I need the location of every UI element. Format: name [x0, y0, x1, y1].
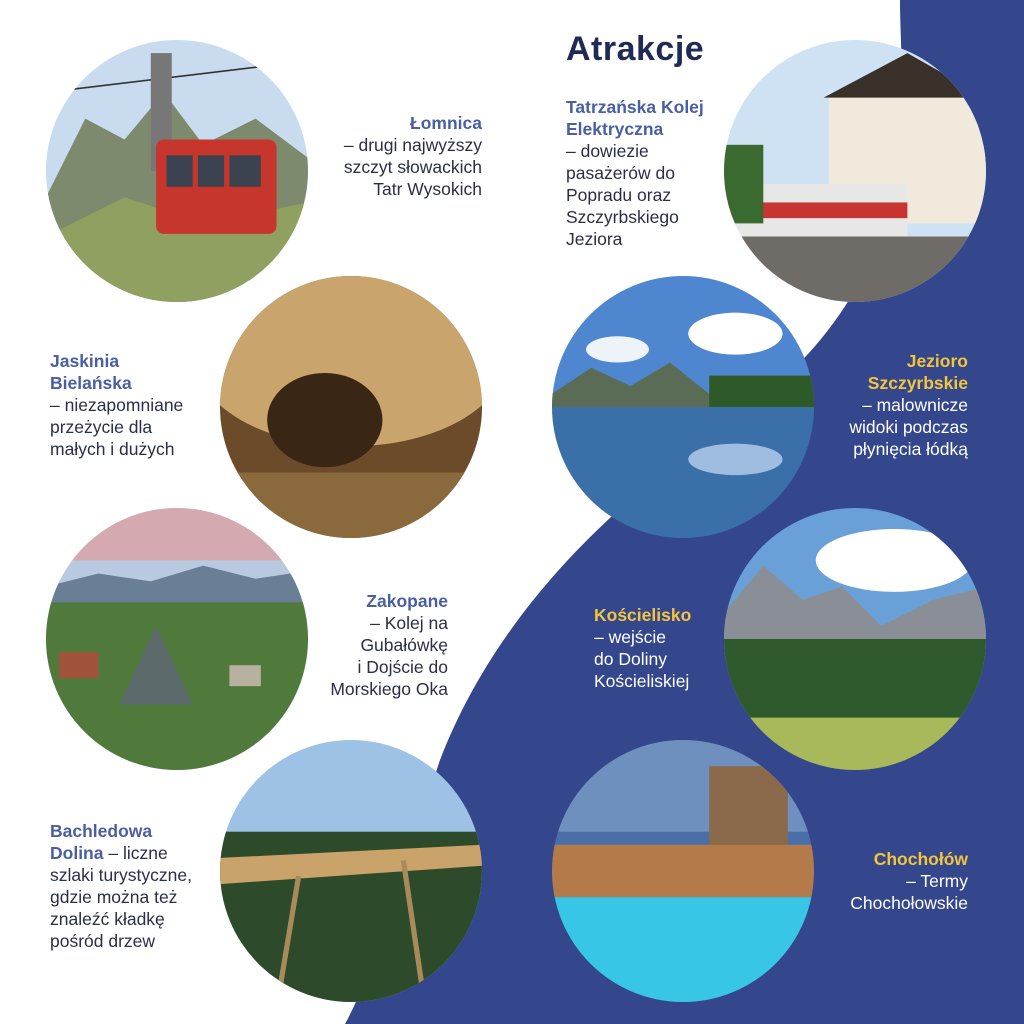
treetop-walk-photo: [220, 740, 482, 1002]
valley-photo: [724, 508, 986, 770]
attraction-name: Chochołów: [873, 849, 968, 869]
cave-photo: [220, 276, 482, 538]
lake-photo: [552, 276, 814, 538]
attraction-name: Kościelisko: [594, 605, 692, 625]
valley-text: Kościelisko – wejście do Doliny Kościeliskiej: [594, 604, 734, 692]
attraction-name: Bachledowa: [50, 821, 153, 841]
attraction-name: Łomnica: [410, 113, 482, 133]
zakopane-text: Zakopane – Kolej na Gubałówkę i Dojście do Morskiego Oka: [300, 590, 448, 700]
attraction-name: Jaskinia: [50, 351, 120, 371]
page-title: Atrakcje: [566, 30, 705, 68]
train-text: Tatrzańska Kolej Elektryczna – dowiezie pasażerów do Popradu oraz Szczyrbskiego Jeziora: [566, 96, 726, 250]
attraction-name: Jezioro: [906, 351, 968, 371]
thermal-pool-photo: [552, 740, 814, 1002]
chocholow-text: Chochołów – Termy Chochołowskie: [810, 848, 968, 914]
bachledowa-text: Bachledowa Dolina – liczne szlaki turystyczne, gdzie można też znaleźć kładkę pośród drzew: [50, 820, 222, 952]
lomnica-photo: [46, 40, 308, 302]
lomnica-text: Łomnica – drugi najwyższy szczyt słowackich Tatr Wysokich: [290, 112, 482, 200]
attraction-name: Zakopane: [366, 591, 448, 611]
lake-text: Jezioro Szczyrbskie – malownicze widoki podczas płynięcia łódką: [810, 350, 968, 460]
zakopane-photo: [46, 508, 308, 770]
cave-text: Jaskinia Bielańska – niezapomniane przeżycie dla małych i dużych: [50, 350, 220, 460]
attraction-name: Tatrzańska Kolej: [566, 97, 704, 117]
train-photo: [724, 40, 986, 302]
